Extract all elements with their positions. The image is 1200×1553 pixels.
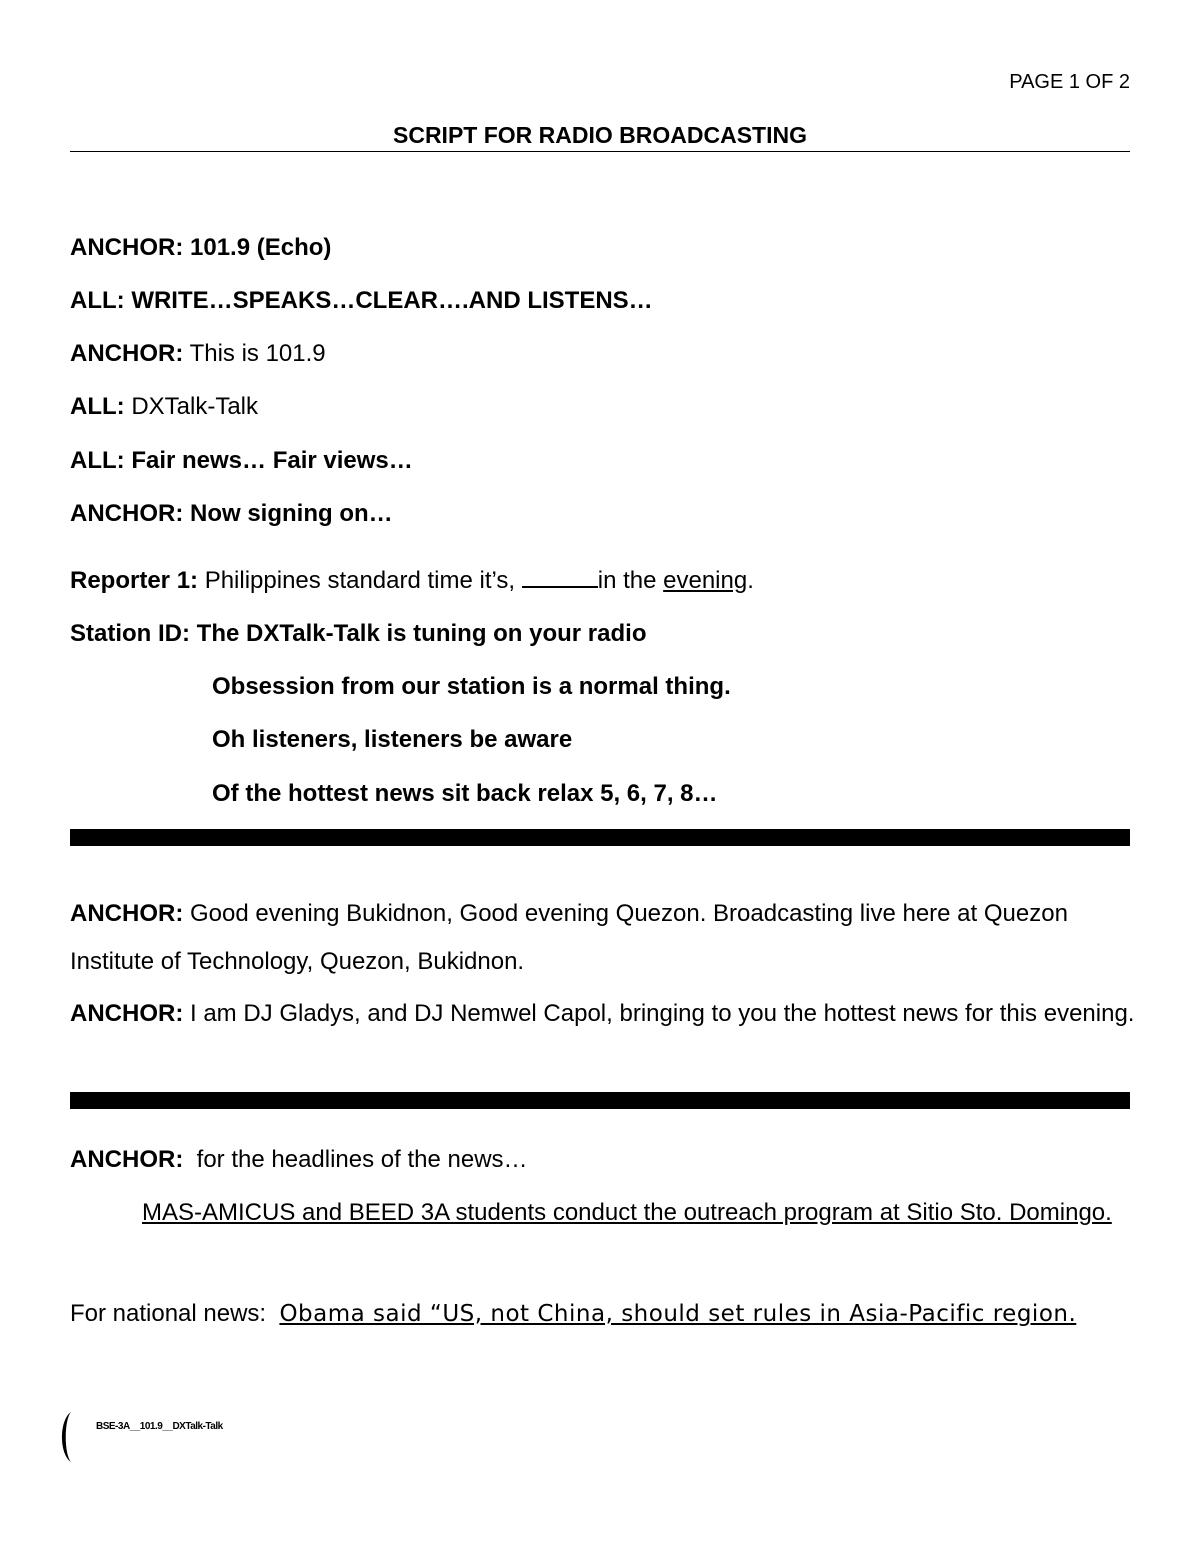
- section-divider: [70, 829, 1130, 846]
- lyric-line: Of the hottest news sit back relax 5, 6, 7, 8…: [212, 780, 718, 807]
- speaker-label: ANCHOR:: [70, 500, 184, 527]
- line-text: .: [747, 567, 754, 594]
- speaker-label: ANCHOR:: [70, 234, 184, 261]
- script-line: [70, 447, 413, 475]
- reporter-line: [70, 567, 754, 595]
- lyric-line: Obsession from our station is a normal thing.: [212, 673, 731, 700]
- speaker-label: ALL:: [70, 393, 125, 420]
- national-headline: Obama said “US, not China, should set rules in Asia-Pacific region.: [279, 1301, 1077, 1327]
- line-text: Now signing on…: [183, 500, 393, 527]
- footer: [56, 1410, 223, 1464]
- crescent-logo-icon: [56, 1410, 72, 1464]
- paragraph-text: Good evening Bukidnon, Good evening Quezon. Broadcasting live here at Quezon Institute of Technology, Quezon, Bukidnon.: [70, 900, 1068, 975]
- script-line: [70, 340, 326, 368]
- national-label: For national news:: [70, 1300, 280, 1327]
- line-text: 101.9 (Echo): [183, 234, 332, 261]
- footer-text: BSE-3A__101.9__DXTalk-Talk: [96, 1420, 223, 1432]
- station-id-label: Station ID:: [70, 620, 190, 647]
- speaker-label: ALL:: [70, 447, 125, 474]
- speaker-label: ANCHOR:: [70, 1000, 184, 1027]
- title-block: [70, 122, 1130, 152]
- paragraph-text: I am DJ Gladys, and DJ Nemwel Capol, bringing to you the hottest news for this evening.: [183, 1000, 1135, 1027]
- line-text: Philippines standard time it’s,: [198, 567, 522, 594]
- speaker-label: ANCHOR:: [70, 340, 184, 367]
- line-text: for the headlines of the news…: [183, 1146, 528, 1173]
- page-number: PAGE 1 OF 2: [1009, 71, 1130, 93]
- line-text: Fair news… Fair views…: [124, 447, 413, 474]
- script-paragraph: [70, 990, 1140, 1038]
- line-text: This is 101.9: [183, 340, 326, 367]
- script-line: [70, 287, 653, 315]
- page-title: SCRIPT FOR RADIO BROADCASTING: [393, 122, 807, 148]
- speaker-label: ANCHOR:: [70, 900, 184, 927]
- line-text: WRITE…SPEAKS…CLEAR….AND LISTENS…: [124, 287, 653, 314]
- speaker-label: Reporter 1:: [70, 567, 199, 594]
- script-line: [70, 1146, 528, 1174]
- station-id-line: [70, 620, 646, 648]
- script-line: [70, 393, 258, 421]
- speaker-label: ALL:: [70, 287, 125, 314]
- time-blank: [522, 568, 598, 588]
- underlined-word: evening: [663, 567, 748, 594]
- national-news: [70, 1295, 1140, 1333]
- line-text: in the: [597, 567, 664, 594]
- speaker-label: ANCHOR:: [70, 1146, 184, 1173]
- section-divider: [70, 1092, 1130, 1109]
- script-paragraph: [70, 890, 1140, 986]
- local-headline: [70, 1189, 1130, 1236]
- script-line: [70, 500, 393, 528]
- script-line: [70, 234, 331, 262]
- headline-text: MAS-AMICUS and BEED 3A students conduct the outreach program at Sitio Sto. Domingo.: [142, 1199, 1112, 1226]
- line-text: DXTalk-Talk: [124, 393, 259, 420]
- lyric-line: The DXTalk-Talk is tuning on your radio: [196, 620, 647, 647]
- lyric-line: Oh listeners, listeners be aware: [212, 726, 573, 753]
